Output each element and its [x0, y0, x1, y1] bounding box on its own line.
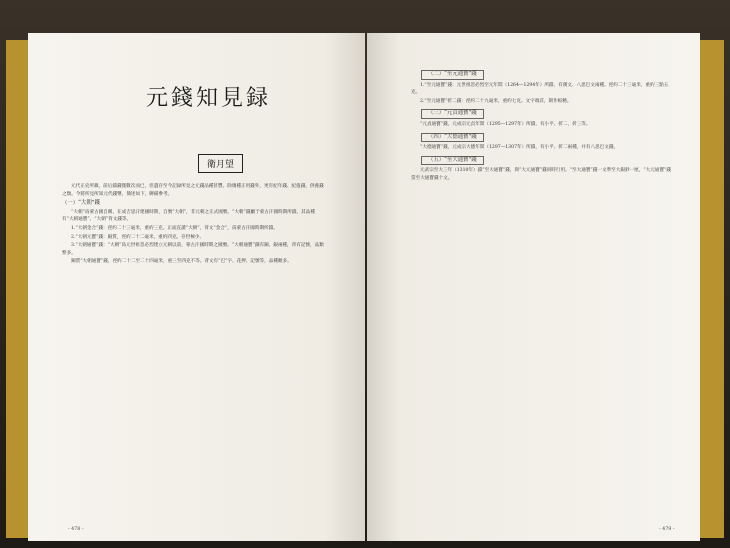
right-page	[367, 33, 700, 541]
page-number: - 479 -	[659, 527, 675, 532]
section-heading: （五）“至大通寶”錢	[421, 156, 484, 166]
paragraph: 元武宗至大三年（1310年）鑄“至大通寶”錢，與“大元通寶”錢同時行用。“至大通寶”錢一文準至大銀鈔一厘，“大元通寶”錢當至大通寶錢十文。	[411, 168, 671, 181]
section-heading: （一）“大朝”錢	[62, 200, 100, 207]
paragraph: “大德通寶”錢，元成宗大德年間（1297—1307年）所鑄，有小平、折二兩種，并有八思巴文錢。	[420, 145, 619, 151]
author-box: 衛月望	[198, 154, 243, 173]
paragraph: 2.“至元通寶”折二錢：徑約二十九毫米，重約七克。文字端莊，制作較精。	[420, 98, 572, 104]
paragraph: “大朝”爲蒙古國自稱，在成吉思汗建國時期，自號“大朝”，非元朝之正式國號。“大朝”錢屬于蒙古汗國時期所鑄，其品種有“大朝通寶”、“大朝”背文錢等。	[62, 209, 315, 223]
section-heading: （三）“元貞通寶”錢	[421, 109, 484, 119]
paragraph: 2.“大朝元寶”錢：銀質，徑約二十二毫米，重約四克。存世極少。	[71, 234, 205, 240]
paragraph: 銅質“大朝通寶”錢，徑約二十二至二十四毫米，重三至四克不等。背文有“巴”字、花押、記號等，品種頗多。	[71, 259, 292, 265]
left-page	[28, 33, 365, 541]
section-heading: （二）“至元通寶”錢	[421, 70, 484, 80]
intro-paragraph: 元代正史所載，前后鑄錢僅數次而已，但遺存至今記録所見之元錢品種甚豐。除幾種正用錢外，更有紀年錢、紀值錢、供養錢之類。今將所見所知元代錢幣，簡述如下，聊備參考。	[62, 184, 324, 197]
paragraph: 1.“至元通寶”錢：元世祖忽必烈至元年間（1264—1294年）所鑄，有漢文、八思巴文兩種。徑約二十三毫米，重約三點五克。	[411, 82, 669, 96]
page-number: - 478 -	[68, 527, 84, 532]
section-heading: （四）“大德通寶”錢	[421, 133, 484, 143]
paragraph: 3.“大朝通寶”錢：“大朝”爲元世祖忽必烈建立元朝以前，蒙古汗國時期之國號。“大朝通寶”錢有銅、銀兩種，背有記號，品類繁多。	[62, 243, 324, 256]
left-body-text	[62, 183, 324, 267]
paragraph: “元貞通寶”錢，元成宗元貞年間（1295—1297年）所鑄，有小平、折二、折三等。	[420, 121, 591, 127]
right-body-text	[411, 67, 673, 184]
page-title: 元錢知見録	[146, 86, 272, 111]
paragraph: 1.“大朝金合”錢：徑約二十三毫米，重約三克。正面直讀“大朝”，背文“金合”，爲蒙古汗國時期所鑄。	[71, 225, 278, 231]
